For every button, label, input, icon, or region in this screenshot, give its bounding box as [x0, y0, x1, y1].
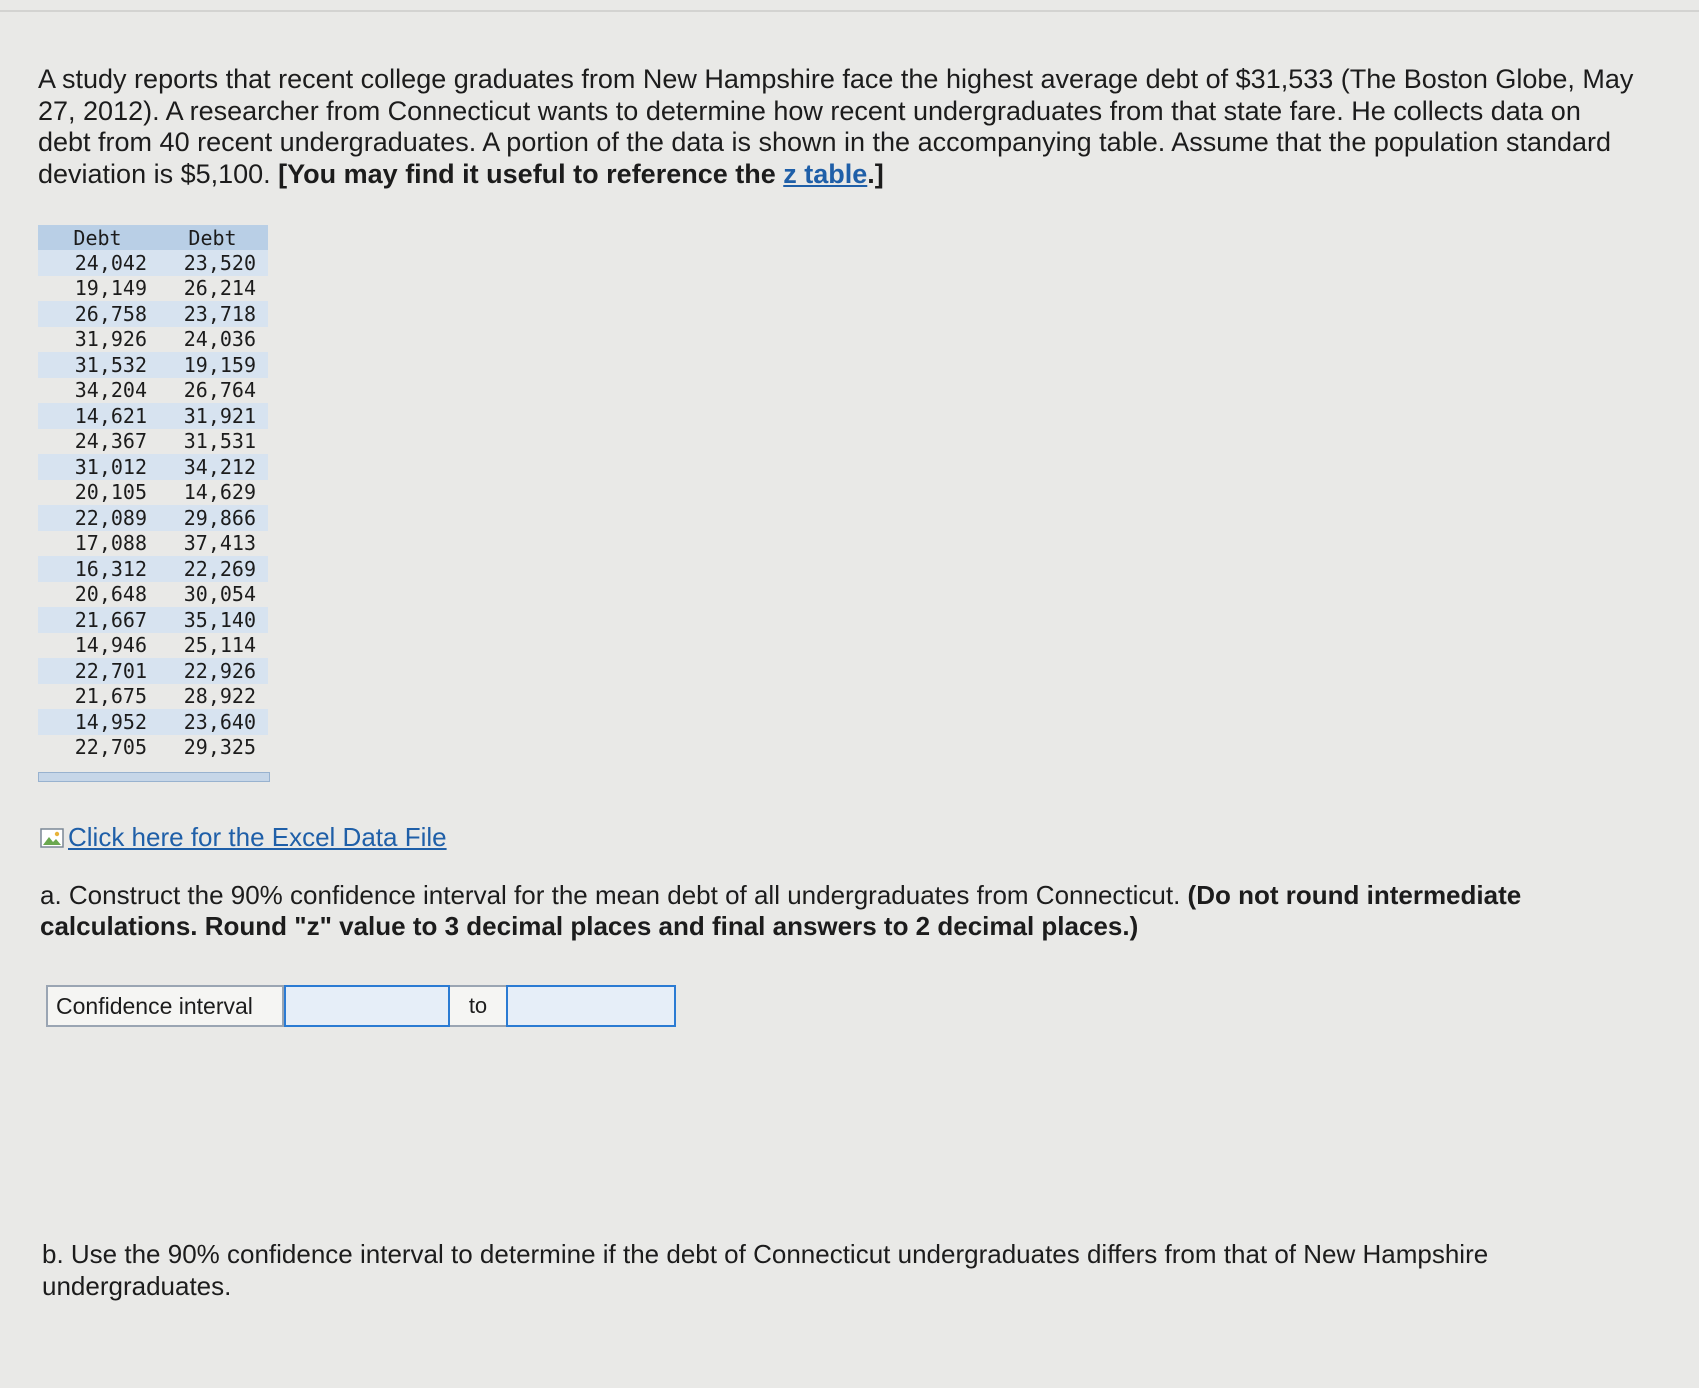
lower-bound-input[interactable] — [284, 985, 450, 1027]
table-cell: 21,675 — [74, 684, 147, 709]
table-cell: 26,758 — [38, 301, 157, 327]
upper-bound-input[interactable] — [506, 985, 676, 1027]
question-a-text: a. Construct the 90% confidence interval for the mean debt of all undergraduates from Connecticut. — [40, 880, 1188, 910]
debt-table-container — [38, 225, 268, 782]
table-row — [38, 301, 268, 327]
debt-table-body — [38, 250, 268, 760]
debt-table — [38, 225, 268, 760]
table-cell: 17,088 — [74, 531, 147, 556]
table-row — [38, 276, 268, 302]
table-cell: 31,532 — [38, 352, 157, 378]
table-cell: 19,159 — [157, 352, 268, 378]
table-row — [38, 429, 268, 455]
table-cell: 22,926 — [157, 658, 268, 684]
table-cell: 22,089 — [38, 505, 157, 531]
table-cell: 23,640 — [157, 709, 268, 735]
reference-note-prefix: [You may find it useful to reference the — [278, 158, 784, 189]
table-cell: 29,866 — [157, 505, 268, 531]
table-row — [38, 658, 268, 684]
table-cell: 22,705 — [74, 735, 147, 760]
table-row — [38, 352, 268, 378]
table-cell: 28,922 — [183, 684, 256, 709]
table-row — [38, 327, 268, 353]
table-row — [38, 454, 268, 480]
problem-text: A study reports that recent college graduates from New Hampshire face the highest average debt of $31,533 (The Boston Globe, May 27, 2012). A researcher from Connecticut wants to determine how recent undergraduates from that state fare. He collects data on debt from 40 recent undergraduates. A portion of the data is shown in the accompanying table. Assume that the population standard deviation is $5,100. — [38, 64, 1634, 189]
table-cell: 20,105 — [74, 480, 147, 505]
table-cell: 14,621 — [38, 403, 157, 429]
table-cell: 31,531 — [183, 429, 256, 454]
table-cell: 23,718 — [157, 301, 268, 327]
table-cell: 20,648 — [74, 582, 147, 607]
table-cell: 24,367 — [74, 429, 147, 454]
question-b-text: b. Use the 90% confidence interval to determine if the debt of Connecticut undergraduates differs from that of New Hampshire undergraduates. — [42, 1239, 1489, 1301]
confidence-interval-label: Confidence interval — [46, 985, 284, 1027]
table-cell: 24,036 — [183, 327, 256, 352]
interval-separator: to — [450, 985, 506, 1027]
table-cell: 31,926 — [74, 327, 147, 352]
table-scrollbar[interactable] — [38, 772, 270, 782]
table-row — [38, 633, 268, 659]
excel-data-file-link[interactable] — [40, 822, 447, 853]
table-cell: 29,325 — [183, 735, 256, 760]
table-cell: 34,212 — [157, 454, 268, 480]
table-row — [38, 378, 268, 404]
question-a — [40, 880, 1600, 942]
table-cell: 21,667 — [38, 607, 157, 633]
table-cell: 30,054 — [183, 582, 256, 607]
table-cell: 14,952 — [38, 709, 157, 735]
table-row — [38, 250, 268, 276]
table-row — [38, 480, 268, 506]
column-header: Debt — [38, 225, 157, 250]
table-cell: 26,214 — [183, 276, 256, 301]
table-cell: 31,012 — [38, 454, 157, 480]
reference-note — [278, 159, 884, 189]
table-cell: 22,269 — [157, 556, 268, 582]
table-cell: 25,114 — [183, 633, 256, 658]
table-cell: 37,413 — [183, 531, 256, 556]
table-cell: 24,042 — [38, 250, 157, 276]
problem-statement — [38, 64, 1638, 190]
table-header-row — [38, 225, 268, 250]
table-row — [38, 556, 268, 582]
table-row — [38, 607, 268, 633]
table-row — [38, 684, 268, 710]
table-cell: 16,312 — [38, 556, 157, 582]
table-row — [38, 735, 268, 761]
table-cell: 23,520 — [157, 250, 268, 276]
confidence-interval-row — [46, 985, 676, 1027]
table-cell: 14,629 — [183, 480, 256, 505]
z-table-link[interactable]: z table — [783, 158, 868, 189]
table-row — [38, 582, 268, 608]
table-row — [38, 531, 268, 557]
table-row — [38, 505, 268, 531]
table-row — [38, 403, 268, 429]
table-cell: 19,149 — [74, 276, 147, 301]
table-cell: 22,701 — [38, 658, 157, 684]
column-header: Debt — [157, 225, 268, 250]
question-b — [42, 1238, 1602, 1302]
table-cell: 35,140 — [157, 607, 268, 633]
table-cell: 34,204 — [74, 378, 147, 403]
table-cell: 26,764 — [183, 378, 256, 403]
top-divider — [0, 10, 1699, 12]
table-row — [38, 709, 268, 735]
table-cell: 31,921 — [157, 403, 268, 429]
picture-icon — [40, 826, 66, 850]
reference-note-suffix: .] — [867, 158, 884, 189]
question-a-instructions: (Do not round intermediate calculations. Round "z" value to 3 decimal places and final answers to 2 decimal places.) — [40, 880, 1522, 941]
excel-link-text[interactable]: Click here for the Excel Data File — [68, 822, 447, 852]
table-cell: 14,946 — [74, 633, 147, 658]
